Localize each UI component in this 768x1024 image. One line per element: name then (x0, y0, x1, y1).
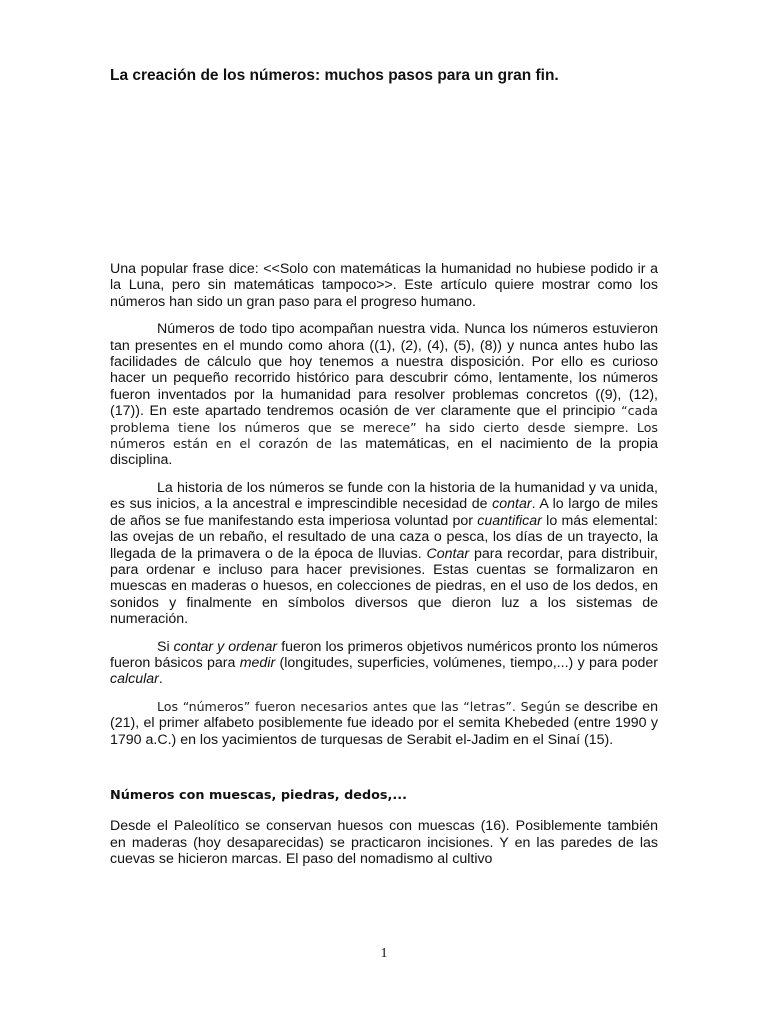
paragraph-text: Números de todo tipo acompañan nuestra vida. Nunca los números estuvieron tan presentes en el mundo como ahora ((1), (2), (4), (5), (8)) y nunca antes hubo las facilidades de cálculo que hoy tenemos a nuestra disposición. Por ello es curioso hacer un pequeño recorrido histórico para descubrir cómo, lentamente, los números fueron inventados por la humanidad para resolver problemas concretos ((9), (12), (17)). En este apartado tendremos ocasión de ver claramente que el principio (110, 321, 658, 420)
emphasis-cuantificar: cuantificar (477, 512, 542, 529)
paragraph-history-counting (110, 480, 658, 628)
emphasis-contar: contar (492, 496, 532, 513)
paragraph-text: para recordar, para distribuir, para ordenar e incluso para hacer previsiones. Estas cuentas se formalizaron en muescas en maderas o huesos, en colecciones de piedras, en el uso de los dedos, en sonidos y finalmente en símbolos diversos que dieron luz a los sistemas de numeración. (110, 545, 658, 628)
document-body (110, 261, 658, 879)
paragraph-text-alt: Los “números” fueron necesarios antes que las “letras”. Según se (157, 698, 580, 714)
emphasis-calcular: calcular (110, 671, 159, 688)
emphasis-medir: medir (239, 654, 276, 671)
paragraph-text: matemáticas, en el nacimiento de la propia disciplina. (110, 436, 658, 469)
quoted-principle: “cada problema tiene los números que se merece” ha sido cierto desde siempre. Los números están en el corazón de las (110, 403, 658, 452)
paragraph-measure-calculate (110, 639, 658, 688)
paragraph-text: fueron los primeros objetivos numéricos pronto los números fueron básicos para (110, 638, 658, 671)
paragraph-intro: Una popular frase dice: <<Solo con matemáticas la humanidad no hubiese podido ir a la Luna, pero sin matemáticas tampoco>>. Este artículo quiere mostrar como los números han sido un gran paso para el progreso humano. (110, 261, 658, 310)
paragraph-numbers-before-letters (110, 699, 658, 748)
paragraph-text: lo más elemental: las ovejas de un rebaño, el resultado de una caza o pesca, los días de un trayecto, la llegada de la primavera o de la época de lluvias. (110, 512, 658, 562)
paragraph-paleolithic: Desde el Paleolítico se conservan huesos con muescas (16). Posiblemente también en maderas (hoy desaparecidas) se practicaron incisiones. Y en las paredes de las cuevas se hicieron marcas. El paso del nomadismo al cultivo (110, 818, 658, 868)
document-title: La creación de los números: muchos pasos para un gran fin. (110, 67, 559, 84)
section-heading: Números con muescas, piedras, dedos,... (110, 787, 407, 803)
emphasis-contar-2: Contar (426, 545, 470, 562)
paragraph-numbers-everywhere (110, 321, 658, 469)
paragraph-text: . (158, 671, 163, 688)
emphasis-contar-ordenar: contar y ordenar (173, 638, 278, 655)
paragraph-text: . A lo largo de miles de años se fue manifestando esta imperiosa voluntad por (110, 496, 658, 529)
paragraph-text: describe en (21), el primer alfabeto posiblemente fue ideado por el semita Khebeded (entre 1990 y 1790 a.C.) en los yacimientos de turquesas de Serabit el-Jadim en el Sinaí (15). (110, 698, 658, 748)
paragraph-text: La historia de los números se funde con la historia de la humanidad y va unida, es sus inicios, a la ancestral e imprescindible necesidad de (110, 479, 658, 513)
paragraph-text: (longitudes, superficies, volúmenes, tiempo,...) y para poder (275, 654, 658, 671)
paragraph-text: Si (157, 638, 174, 655)
page-number: 1 (380, 946, 388, 961)
